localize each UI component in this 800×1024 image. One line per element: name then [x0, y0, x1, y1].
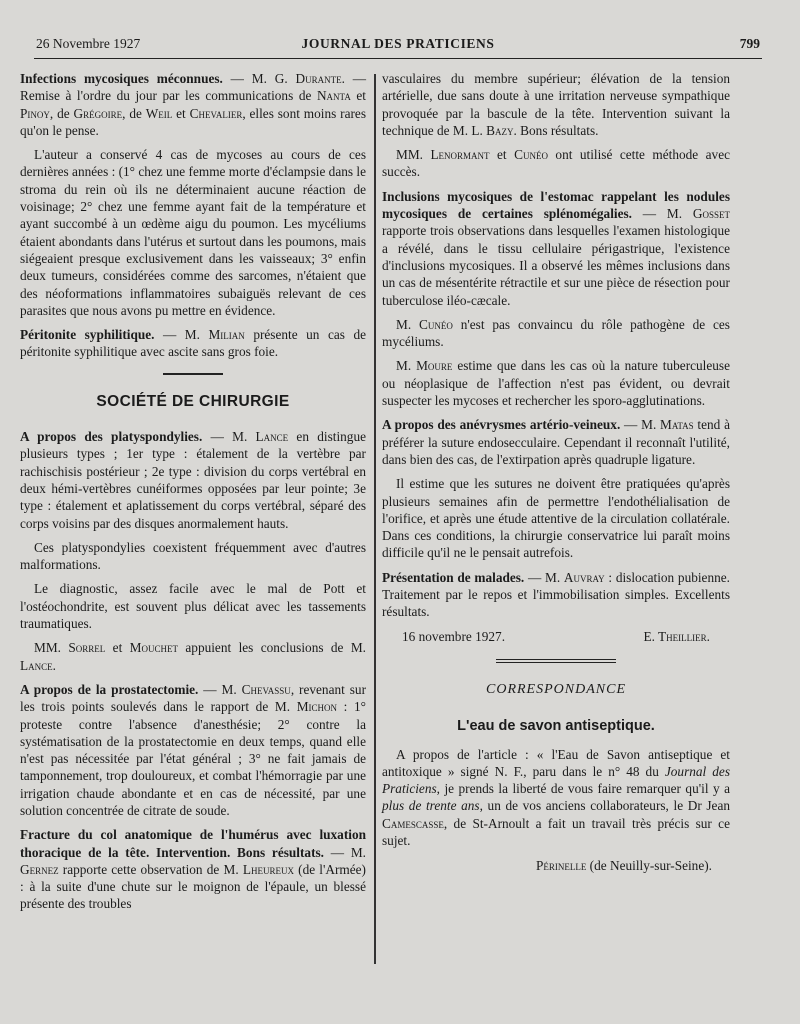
- author-name: Milian: [208, 327, 245, 343]
- double-separator-rule: [496, 659, 616, 663]
- author-name: Lheureux: [242, 861, 294, 877]
- paragraph: Le diagnostic, assez facile avec le mal de Pott et l'ostéochondrite, est souvent plus délicat avec les tassements traumatiques.: [20, 581, 366, 632]
- text: — M.: [202, 429, 256, 445]
- text: et: [105, 640, 130, 656]
- paragraph: [382, 316, 730, 351]
- author-name: Lance: [20, 657, 53, 673]
- article-title: Péritonite syphilitique.: [20, 327, 155, 343]
- author-name: Auvray: [563, 569, 605, 585]
- text: vasculaires du membre supérieur; élévation de la tension artérielle, due sans doute à une irritation nerveuse sympathique provoquée par la bascule de la tête. Intervention suivant la technique de M. L.: [382, 71, 730, 138]
- paragraph: Il estime que les sutures ne doivent être pratiquées qu'après plusieurs semaines afin de permettre l'endothélialisation de l'orifice, et après une étude attentive de la circulation collatérale. Dans ces conditions, la chirurgie conservatrice lui paraît moins difficile qu'il ne le pensait autrefois.: [382, 476, 730, 561]
- text: — M.: [198, 681, 242, 697]
- paragraph: [382, 357, 730, 409]
- author-name: Weil: [145, 105, 173, 121]
- article-peritonite: [20, 326, 366, 361]
- article-title: Présentation de malades.: [382, 569, 525, 585]
- text: A propos de l'article : « l'Eau de Savon antiseptique et antitoxique » signé N. F., paru dans le n° 48 du: [382, 746, 730, 779]
- text: : 1° proteste contre l'absence d'anesthésie; 2° contre la systématisation de la prostatectomie en deux temps, quand elle n'est pas nécessitée par l'état général ; 3° ne fait jamais de tamponnement, trop douloureux, et combat l'hémorragie par une irrigation chaude abondante et en cas de nécessité, par une solution concentrée de citrate de soude.: [20, 699, 366, 818]
- section-heading: SOCIÉTÉ DE CHIRURGIE: [96, 392, 290, 410]
- signature-place: (de Neuilly-sur-Seine).: [586, 858, 712, 874]
- text: , elles sont moins rares qu'on le pense.: [20, 105, 366, 138]
- text: rapporte trois observations dans lesquelles l'examen histologique a révélé, dans le tissu cellulaire périgastrique, l'existence d'inclusions mycosiques. Il a observé les mêmes inclusions dans un cas de mésentérite rétractile et sur une pièce de résection pour tuberculose iléo-cæcale.: [382, 223, 730, 308]
- paragraph: [20, 639, 366, 674]
- text: — M.: [324, 844, 366, 860]
- report-date: 16 novembre 1927.: [402, 628, 506, 644]
- text: : dislocation pubienne. Traitement par le repos et l'immobilisation simples. Excellents résultats.: [382, 569, 730, 620]
- text: .: [52, 657, 56, 673]
- section-heading: CORRESPONDANCE: [486, 681, 626, 697]
- text: MM.: [396, 147, 431, 163]
- emphasis: plus de trente ans: [382, 798, 480, 814]
- article-inclusions: [382, 188, 730, 309]
- paragraph: Ces platyspondylies coexistent fréquemment avec d'autres malformations.: [20, 539, 366, 573]
- author-name: Bazy: [486, 122, 514, 138]
- author-name: Cunéo: [419, 316, 453, 332]
- letter-signature: [382, 857, 730, 874]
- author-name: Durante: [295, 71, 342, 86]
- text: , de: [122, 105, 146, 121]
- letter-body: [382, 746, 730, 850]
- article-title: Infections mycosiques méconnues.: [20, 71, 223, 86]
- text: MM.: [34, 640, 69, 656]
- author-name: Gosset: [692, 206, 730, 222]
- paragraph: L'auteur a conservé 4 cas de mycoses au cours de ces dernières années : (1° chez une femme morte d'éclampsie dans le stroma du rein où ils ne déterminaient aucune réaction de voisinage; 2° chez une femme ayant fait de la température et ayant succombé à un œdème aigu du poumon. Les mycéliums étaient abondants dans l'utérus et surtout dans les poumons, mais siégeaient presque exclusivement dans les vaisseaux; 3° enfin deux tumeurs, considérées comme des sarcomes, n'étaient que des néoformations inflammatoires subaiguës relevant de ces parasites que nous avons pu mettre en évidence.: [20, 147, 366, 318]
- text: et: [489, 147, 515, 163]
- author-name: Lance: [255, 429, 289, 445]
- author-name: Sorrel: [68, 640, 106, 656]
- journal-title: JOURNAL DES PRATICIENS: [301, 36, 495, 51]
- author-name: Gernez: [20, 861, 59, 877]
- text: en distingue plusieurs types ; 1er type : étalement de la vertèbre par rachischisis postérieur ; 2e type : division du corps vertébral en deux hémi-vertèbres cunéiformes opposées par leur pointe; 3e type : étalement et aplatissement du corps vertébral, séparé des corps voisins par des disques anormalement hauts.: [20, 429, 366, 531]
- text: rapporte cette observation de M.: [58, 861, 243, 877]
- text: — M.: [154, 327, 209, 343]
- author-name: Camescasse: [382, 815, 444, 831]
- text: . Bons résultats.: [513, 122, 599, 138]
- article-title: Fracture du col anatomique de l'humérus avec luxation thoracique de la tête. Intervention. Bons résultats.: [20, 827, 366, 860]
- text: . — Remise à l'ordre du jour par les communications de: [20, 71, 367, 104]
- text: M.: [396, 316, 419, 332]
- text: , revenant sur les trois points soulevés dans le rapport de M.: [20, 681, 367, 715]
- text: présente un cas de péritonite syphilitique avec ascite sans gros foie.: [20, 327, 366, 360]
- author-name: Cunéo: [514, 147, 548, 163]
- text: , de: [49, 105, 74, 121]
- text: — M.: [524, 569, 564, 585]
- text: estime que dans les cas où la nature tuberculeuse ou néoplasique de l'affection n'est pas évident, ou devrait suspecter les mycoses et rechercher les sporo-agglutinations.: [382, 358, 730, 409]
- signature-name: Périnelle: [535, 858, 587, 874]
- separator-rule: [163, 373, 223, 375]
- text: et: [350, 88, 366, 104]
- author-name: Mouchet: [129, 640, 178, 656]
- text: — M.: [631, 206, 693, 222]
- author-name: Grégoire: [73, 105, 123, 121]
- article-platyspondylies: [20, 428, 366, 532]
- text: ont utilisé cette méthode avec succès.: [382, 147, 731, 180]
- text: , de St-Arnoult a fait un travail très précis sur ce sujet.: [382, 815, 730, 848]
- author-name: Chevalier: [189, 105, 243, 121]
- letter-title: L'eau de savon antiseptique.: [457, 718, 655, 735]
- page-header: [34, 36, 762, 59]
- article-title: A propos des anévrysmes artério-veineux.: [382, 417, 621, 433]
- text: n'est pas convaincu du rôle pathogène de ces mycéliums.: [382, 316, 730, 350]
- article-anevrysmes: [382, 416, 730, 468]
- paragraph: [382, 146, 730, 181]
- article-fracture: [20, 826, 366, 912]
- text: et: [172, 105, 190, 121]
- article-title: Inclusions mycosiques de l'estomac rappelant les nodules mycosiques de certaines splénomégalies.: [382, 188, 730, 222]
- report-signature: [382, 628, 730, 645]
- header-date: 26 Novembre 1927: [36, 36, 141, 51]
- article-presentation: [382, 569, 730, 621]
- journal-name: Journal des Praticiens: [382, 763, 730, 797]
- text: — M.: [620, 417, 661, 433]
- article-title: A propos des platyspondylies.: [20, 429, 203, 445]
- text: , un de vos anciens collaborateurs, le Dr Jean: [479, 798, 731, 814]
- author-name: Michon: [296, 699, 338, 715]
- text: , je prends la liberté de vous faire remarquer qu'il y a: [436, 781, 730, 797]
- author-name: Chevassu: [241, 681, 291, 697]
- left-column: [20, 70, 366, 920]
- column-divider: [374, 74, 376, 964]
- text: tend à préférer la suture endosecculaire. Cependant il reconnaît l'utilité, dans bien des cas, de l'extirpation après quadruple ligature.: [382, 417, 730, 467]
- right-column: [382, 70, 730, 875]
- author-name: Moure: [416, 358, 453, 374]
- author-name: Nanta: [316, 88, 351, 104]
- text: appuient les conclusions de M.: [178, 640, 367, 656]
- text: — M. G.: [222, 71, 296, 86]
- author-name: Matas: [660, 417, 694, 433]
- article-mycoses: [20, 70, 366, 139]
- article-title: A propos de la prostatectomie.: [20, 681, 199, 697]
- page-number: 799: [739, 36, 760, 51]
- article-prostatectomie: [20, 681, 366, 819]
- author-name: Pinoy: [20, 105, 50, 121]
- report-author: E. Theillier.: [643, 628, 710, 644]
- author-name: Lenormant: [430, 147, 490, 163]
- text: M.: [396, 358, 417, 374]
- paragraph: [382, 70, 730, 139]
- text: (de l'Armée) : à la suite d'une chute sur le moignon de l'épaule, un blessé présente des troubles: [20, 861, 366, 912]
